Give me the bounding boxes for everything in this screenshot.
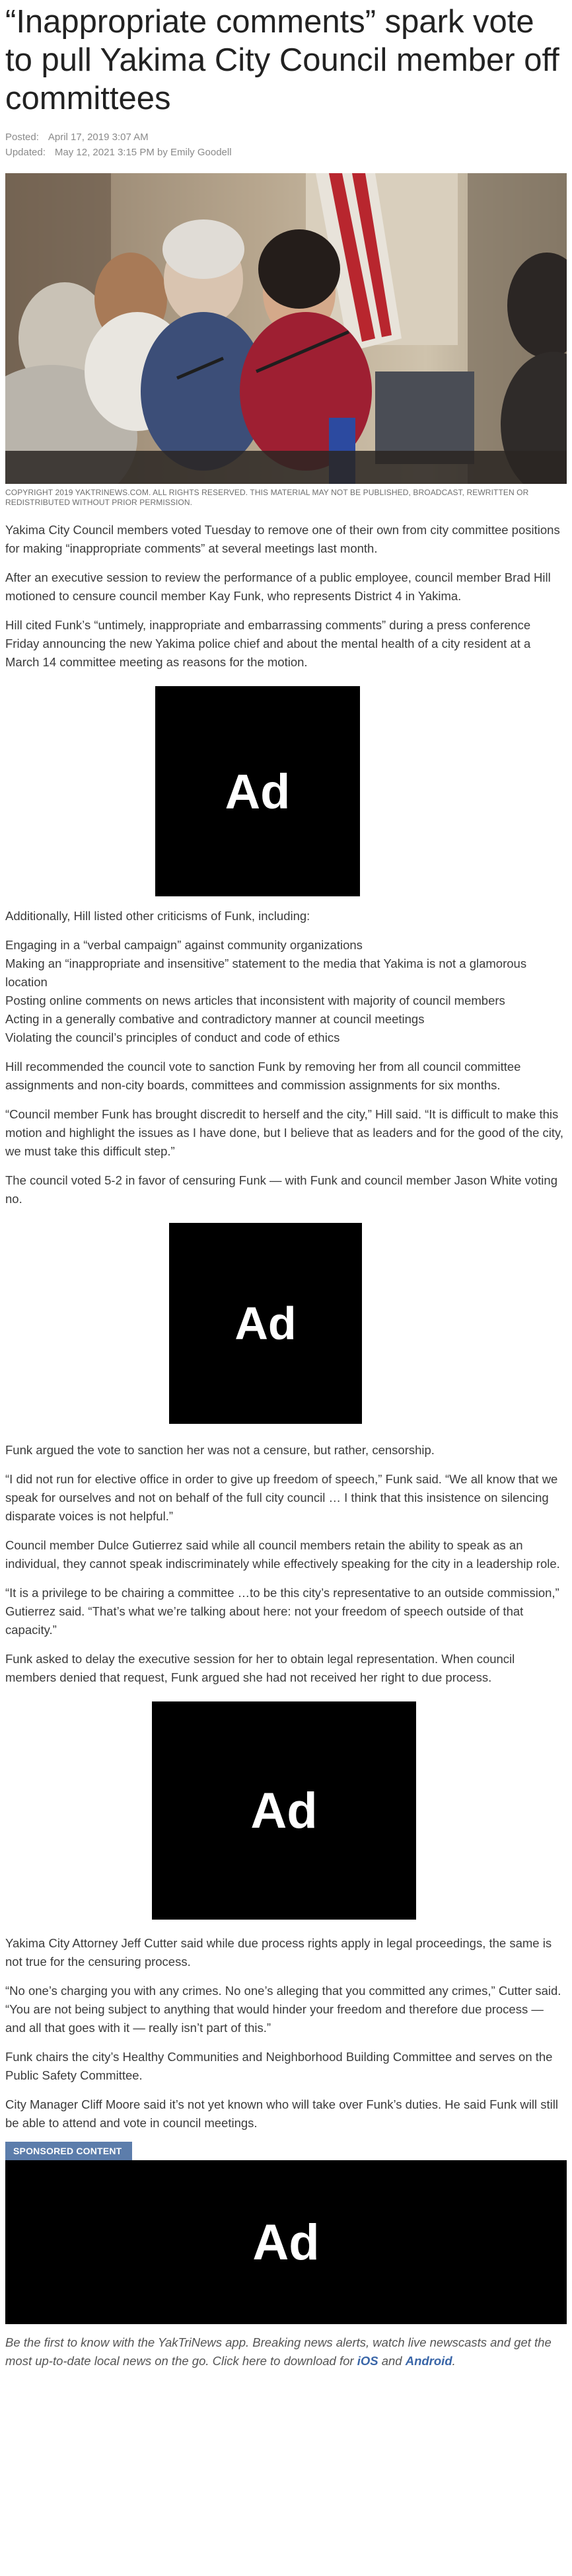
criticism-item: Posting online comments on news articles that inconsistent with majority of council members bbox=[5, 994, 505, 1007]
criticism-item: Violating the council’s principles of conduct and code of ethics bbox=[5, 1031, 340, 1044]
headline: “Inappropriate comments” spark vote to pull Yakima City Council member off committees bbox=[5, 4, 559, 116]
photo-credit: COPYRIGHT 2019 YAKTRINEWS.COM. ALL RIGHTS RESERVED. THIS MATERIAL MAY NOT BE PUBLISHED, BROADCAST, REWRITTEN OR REDISTRIBUTED WITHOUT PRIOR PERMISSION. bbox=[5, 488, 529, 507]
article-paragraph: Council member Dulce Gutierrez said while all council members retain the ability to speak as an individual, they cannot speak indiscriminately while effectively speaking for the city in a leadership role. bbox=[5, 1538, 560, 1571]
posted-label: Posted: bbox=[5, 132, 39, 143]
article-meta bbox=[5, 130, 567, 160]
article-photo bbox=[5, 173, 567, 484]
article-paragraph: “No one’s charging you with any crimes. No one’s alleging that you committed any crimes,” Cutter said. “You are not being subject to anything that would hinder your freedom and therefore due process — and all that goes with it — really isn’t part of this.” bbox=[5, 1984, 561, 2035]
advertisement[interactable]: Ad bbox=[5, 2160, 567, 2324]
article-paragraph: Additionally, Hill listed other criticisms of Funk, including: bbox=[5, 909, 310, 923]
author-link[interactable]: Emily Goodell bbox=[170, 147, 232, 158]
ios-download-link[interactable]: iOS bbox=[357, 2354, 378, 2368]
article-paragraph: “Council member Funk has brought discredit to herself and the city,” Hill said. “It is difficult to make this motion and highlight the issues as I have done, but I believe that as leaders and for the good of the city, we must take this difficult step.” bbox=[5, 1107, 564, 1158]
advertisement[interactable]: Ad bbox=[155, 686, 360, 896]
app-promo-end: . bbox=[452, 2354, 456, 2368]
advertisement[interactable]: Ad bbox=[152, 1701, 416, 1920]
app-promo-text: Be the first to know with the YakTriNews app. Breaking news alerts, watch live newscasts and get the most up-to-date local news on the go. Click here to download for bbox=[5, 2335, 552, 2368]
app-promo-and: and bbox=[381, 2354, 402, 2368]
criticism-list bbox=[5, 936, 567, 1047]
advertisement[interactable]: Ad bbox=[169, 1223, 362, 1424]
updated-line bbox=[5, 145, 567, 160]
byline-prefix: by bbox=[157, 147, 168, 158]
article-paragraph: “It is a privilege to be chairing a committee …to be this city’s representative to an outside commission,” Gutierrez said. “That’s what we’re talking about here: not your freedom of speech outside of that capacity.” bbox=[5, 1586, 559, 1637]
article-paragraph: Funk asked to delay the executive session for her to obtain legal representation. When council members denied that request, Funk argued she had not received her right to due process. bbox=[5, 1652, 515, 1684]
article-paragraph: Funk chairs the city’s Healthy Communities and Neighborhood Building Committee and serves on the Public Safety Committee. bbox=[5, 2050, 553, 2082]
article-paragraph: Hill cited Funk’s “untimely, inappropriate and embarrassing comments” during a press conference Friday announcing the new Yakima police chief and about the mental health of a city resident at a March 14 committee meeting as reasons for the motion. bbox=[5, 618, 531, 669]
updated-label: Updated: bbox=[5, 147, 46, 158]
article-paragraph: The council voted 5-2 in favor of censuring Funk — with Funk and council member Jason White voting no. bbox=[5, 1173, 557, 1206]
android-download-link[interactable]: Android bbox=[405, 2354, 452, 2368]
criticism-item: Engaging in a “verbal campaign” against community organizations bbox=[5, 938, 363, 952]
article-paragraph: Yakima City Council members voted Tuesday to remove one of their own from city committee positions for making “inappropriate comments” at several meetings last month. bbox=[5, 523, 560, 555]
posted-date: April 17, 2019 3:07 AM bbox=[48, 132, 149, 143]
council-meeting-photo bbox=[5, 173, 567, 484]
updated-date: May 12, 2021 3:15 PM bbox=[54, 147, 155, 158]
article-paragraph: “I did not run for elective office in order to give up freedom of speech,” Funk said. “We all know that we speak for ourselves and not on behalf of the full city council … I think that this insistence on silencing disparate voices is not helpful.” bbox=[5, 1472, 558, 1523]
article-paragraph: After an executive session to review the performance of a public employee, council member Brad Hill motioned to censure council member Kay Funk, who represents District 4 in Yakima. bbox=[5, 570, 551, 603]
article-paragraph: Yakima City Attorney Jeff Cutter said while due process rights apply in legal proceedings, the same is not true for the censuring process. bbox=[5, 1936, 552, 1969]
article-paragraph: Funk argued the vote to sanction her was not a censure, but rather, censorship. bbox=[5, 1443, 435, 1457]
posted-line bbox=[5, 130, 567, 145]
app-promo bbox=[5, 2333, 564, 2370]
criticism-item: Making an “inappropriate and insensitive” statement to the media that Yakima is not a glamorous location bbox=[5, 956, 527, 989]
sponsored-content-label: SPONSORED CONTENT bbox=[5, 2142, 132, 2160]
article-paragraph: City Manager Cliff Moore said it’s not yet known who will take over Funk’s duties. He said Funk will still be able to attend and vote in council meetings. bbox=[5, 2097, 558, 2130]
criticism-item: Acting in a generally combative and contradictory manner at council meetings bbox=[5, 1012, 425, 1026]
sponsored-section bbox=[5, 2142, 567, 2160]
article-paragraph: Hill recommended the council vote to sanction Funk by removing her from all council committee assignments and non-city boards, committees and commission assignments for six months. bbox=[5, 1060, 521, 1092]
